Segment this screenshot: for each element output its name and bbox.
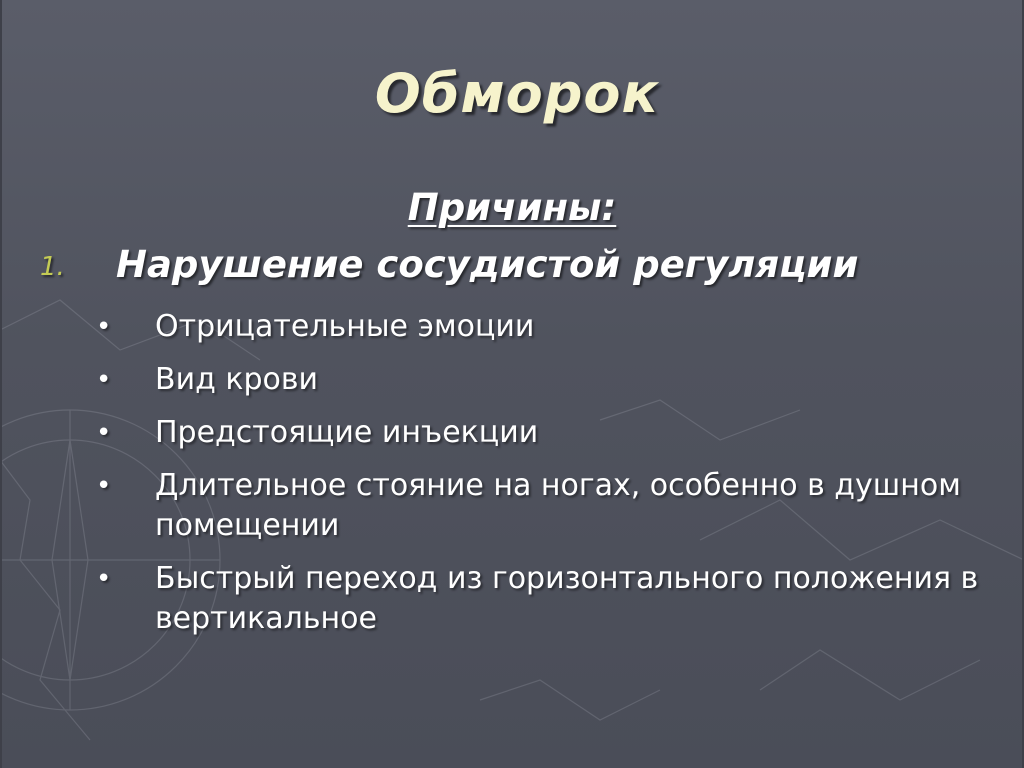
- numbered-item-text: Нарушение сосудистой регуляции: [116, 243, 859, 286]
- slide-subtitle: Причины:: [407, 186, 617, 229]
- bullet-text: Предстоящие инъекции: [155, 415, 539, 450]
- bullet-icon: •: [96, 365, 112, 395]
- bullet-text: Отрицательные эмоции: [155, 309, 535, 344]
- bullet-icon: •: [96, 312, 112, 342]
- bullet-item: [92, 360, 992, 400]
- bullet-text: Быстрый переход из горизонтального положения в вертикальное: [155, 561, 979, 636]
- bullet-icon: •: [96, 471, 112, 501]
- numbered-item-number: 1.: [40, 252, 65, 282]
- bullet-text: Длительное стояние на ногах, особенно в душном помещении: [155, 468, 961, 543]
- bullet-text: Вид крови: [155, 362, 319, 397]
- slide-title: Обморок: [374, 62, 660, 125]
- bullet-item: [92, 307, 992, 347]
- bullet-item: [92, 413, 992, 453]
- numbered-item: [40, 243, 1000, 286]
- bullet-icon: •: [96, 564, 112, 594]
- bullet-icon: •: [96, 418, 112, 448]
- bullet-item: [92, 466, 992, 546]
- bullet-item: [92, 559, 992, 639]
- bullet-list: [92, 307, 992, 652]
